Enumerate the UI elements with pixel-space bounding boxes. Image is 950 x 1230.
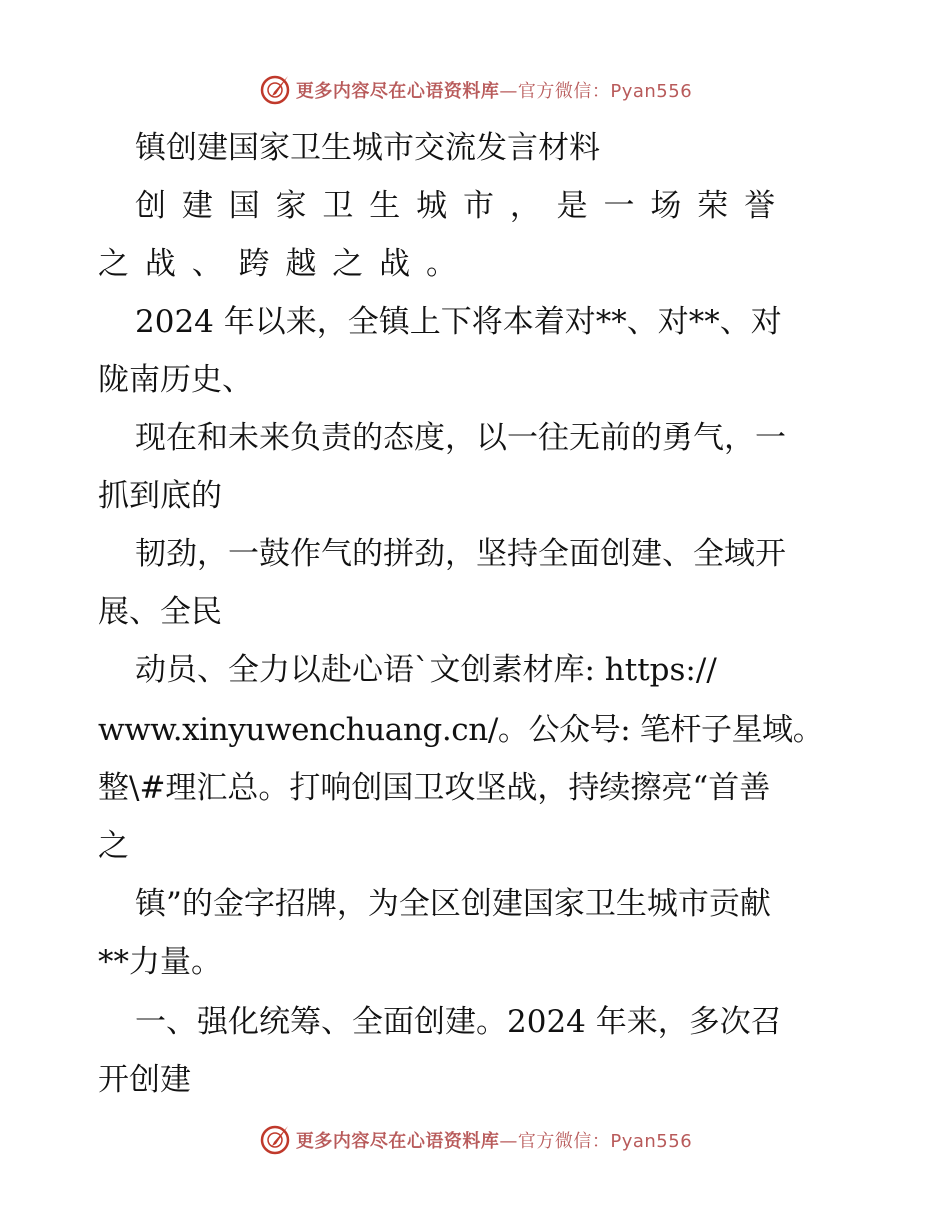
paragraph-line: 2024 年以来，全镇上下将本着对**、对**、对 (135, 304, 782, 340)
paragraph-line: 镇”的金字招牌，为全区创建国家卫生城市贡献 (135, 886, 771, 922)
paragraph-line: 韧劲，一鼓作气的拼劲，坚持全面创建、全域开 (135, 536, 786, 572)
watermark-suffix-text: 官方微信：Pyan556 (517, 1131, 693, 1152)
quill-logo-icon (258, 1123, 292, 1157)
paragraph-line: 一、强化统筹、全面创建。2024 年来，多次召 (135, 1004, 782, 1040)
watermark-main-text: 更多内容尽在心语资料库 (295, 81, 500, 102)
paragraph-line: 开创建 (98, 1062, 191, 1098)
paragraph-line: 现在和未来负责的态度，以一往无前的勇气，一 (135, 420, 786, 456)
paragraph-line: 展、全民 (98, 594, 222, 630)
paragraph-line: 陇南历史、 (98, 362, 253, 398)
watermark-separator: — (499, 81, 518, 102)
paragraph-line: **力量。 (98, 944, 222, 980)
watermark-suffix-text: 官方微信：Pyan556 (517, 81, 693, 102)
footer-watermark (0, 1120, 950, 1160)
document-title: 镇创建国家卫生城市交流发言材料 (135, 130, 600, 166)
paragraph-line: 之 (98, 828, 129, 864)
paragraph-line: 动员、全力以赴心语`文创素材库: https:// (135, 652, 717, 688)
watermark-separator: — (499, 1131, 518, 1152)
quill-logo-icon (258, 73, 292, 107)
paragraph-line: 整\#理汇总。打响创国卫攻坚战，持续擦亮“首善 (98, 770, 771, 806)
watermark-main-text: 更多内容尽在心语资料库 (295, 1131, 500, 1152)
paragraph-line: www.xinyuwenchuang.cn/。公众号: 笔杆子星域。 (98, 712, 824, 748)
header-watermark (0, 70, 950, 110)
paragraph-line: 抓到底的 (98, 478, 222, 514)
paragraph-line: 之 战 、 跨 越 之 战 。 (98, 246, 460, 282)
paragraph-line: 创 建 国 家 卫 生 城 市 ， 是 一 场 荣 誉 (135, 188, 779, 224)
